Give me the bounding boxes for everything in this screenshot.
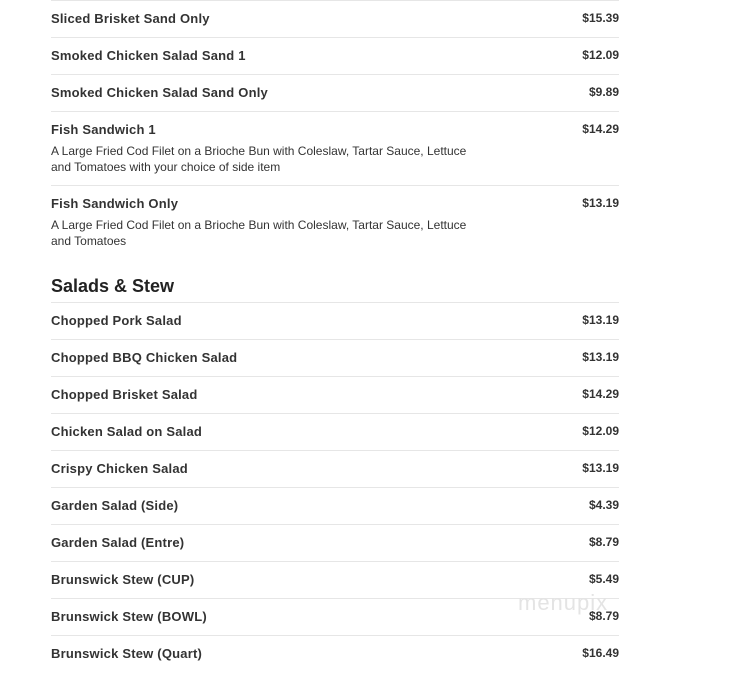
item-name: Smoked Chicken Salad Sand 1 bbox=[51, 48, 246, 63]
menu-item[interactable] bbox=[51, 635, 619, 672]
item-name: Smoked Chicken Salad Sand Only bbox=[51, 85, 268, 100]
item-price: $8.79 bbox=[588, 609, 619, 623]
watermark-logo: menupix bbox=[518, 590, 609, 615]
menu-item[interactable] bbox=[51, 524, 619, 561]
menu-item[interactable] bbox=[51, 0, 619, 37]
menu-item[interactable] bbox=[51, 111, 619, 185]
item-price: $8.79 bbox=[588, 535, 619, 549]
item-price: $13.19 bbox=[582, 196, 619, 210]
item-price: $12.09 bbox=[582, 48, 619, 62]
menu-item[interactable] bbox=[51, 74, 619, 111]
item-price: $4.39 bbox=[588, 498, 619, 512]
menu-item[interactable] bbox=[51, 413, 619, 450]
item-price: $5.49 bbox=[588, 572, 619, 586]
menu-item[interactable] bbox=[51, 185, 619, 260]
item-name: Chopped BBQ Chicken Salad bbox=[51, 350, 238, 365]
item-price: $16.49 bbox=[582, 646, 619, 660]
item-price: $13.19 bbox=[582, 350, 619, 364]
item-price: $13.19 bbox=[582, 313, 619, 327]
item-price: $9.89 bbox=[588, 85, 619, 99]
item-name: Brunswick Stew (Quart) bbox=[51, 646, 203, 661]
item-name: Fish Sandwich 1 bbox=[51, 122, 156, 137]
item-name: Sliced Brisket Sand Only bbox=[51, 11, 210, 26]
item-description: A Large Fried Cod Filet on a Brioche Bun with Coleslaw, Tartar Sauce, Lettuce and Tomatoes bbox=[51, 218, 467, 248]
item-name: Chicken Salad on Salad bbox=[51, 424, 203, 439]
item-price: $15.39 bbox=[582, 11, 619, 25]
item-name: Crispy Chicken Salad bbox=[51, 461, 188, 476]
menu-item[interactable] bbox=[51, 487, 619, 524]
menu-item[interactable] bbox=[51, 37, 619, 74]
item-price: $13.19 bbox=[582, 461, 619, 475]
menu-item[interactable] bbox=[51, 339, 619, 376]
item-name: Brunswick Stew (CUP) bbox=[51, 572, 195, 587]
item-price: $12.09 bbox=[582, 424, 619, 438]
item-name: Chopped Pork Salad bbox=[51, 313, 182, 328]
item-description: A Large Fried Cod Filet on a Brioche Bun with Coleslaw, Tartar Sauce, Lettuce and Tomatoes with your choice of side item bbox=[51, 144, 467, 174]
menu-item[interactable] bbox=[51, 376, 619, 413]
menu-item[interactable] bbox=[51, 450, 619, 487]
item-price: $14.29 bbox=[582, 387, 619, 401]
menu-list bbox=[51, 0, 619, 672]
item-name: Brunswick Stew (BOWL) bbox=[51, 609, 207, 624]
item-name: Garden Salad (Side) bbox=[51, 498, 179, 513]
item-name: Garden Salad (Entre) bbox=[51, 535, 185, 550]
menu-item[interactable] bbox=[51, 302, 619, 339]
item-name: Fish Sandwich Only bbox=[51, 196, 179, 211]
item-name: Chopped Brisket Salad bbox=[51, 387, 198, 402]
section-title: Salads & Stew bbox=[51, 276, 175, 296]
item-price: $14.29 bbox=[582, 122, 619, 136]
